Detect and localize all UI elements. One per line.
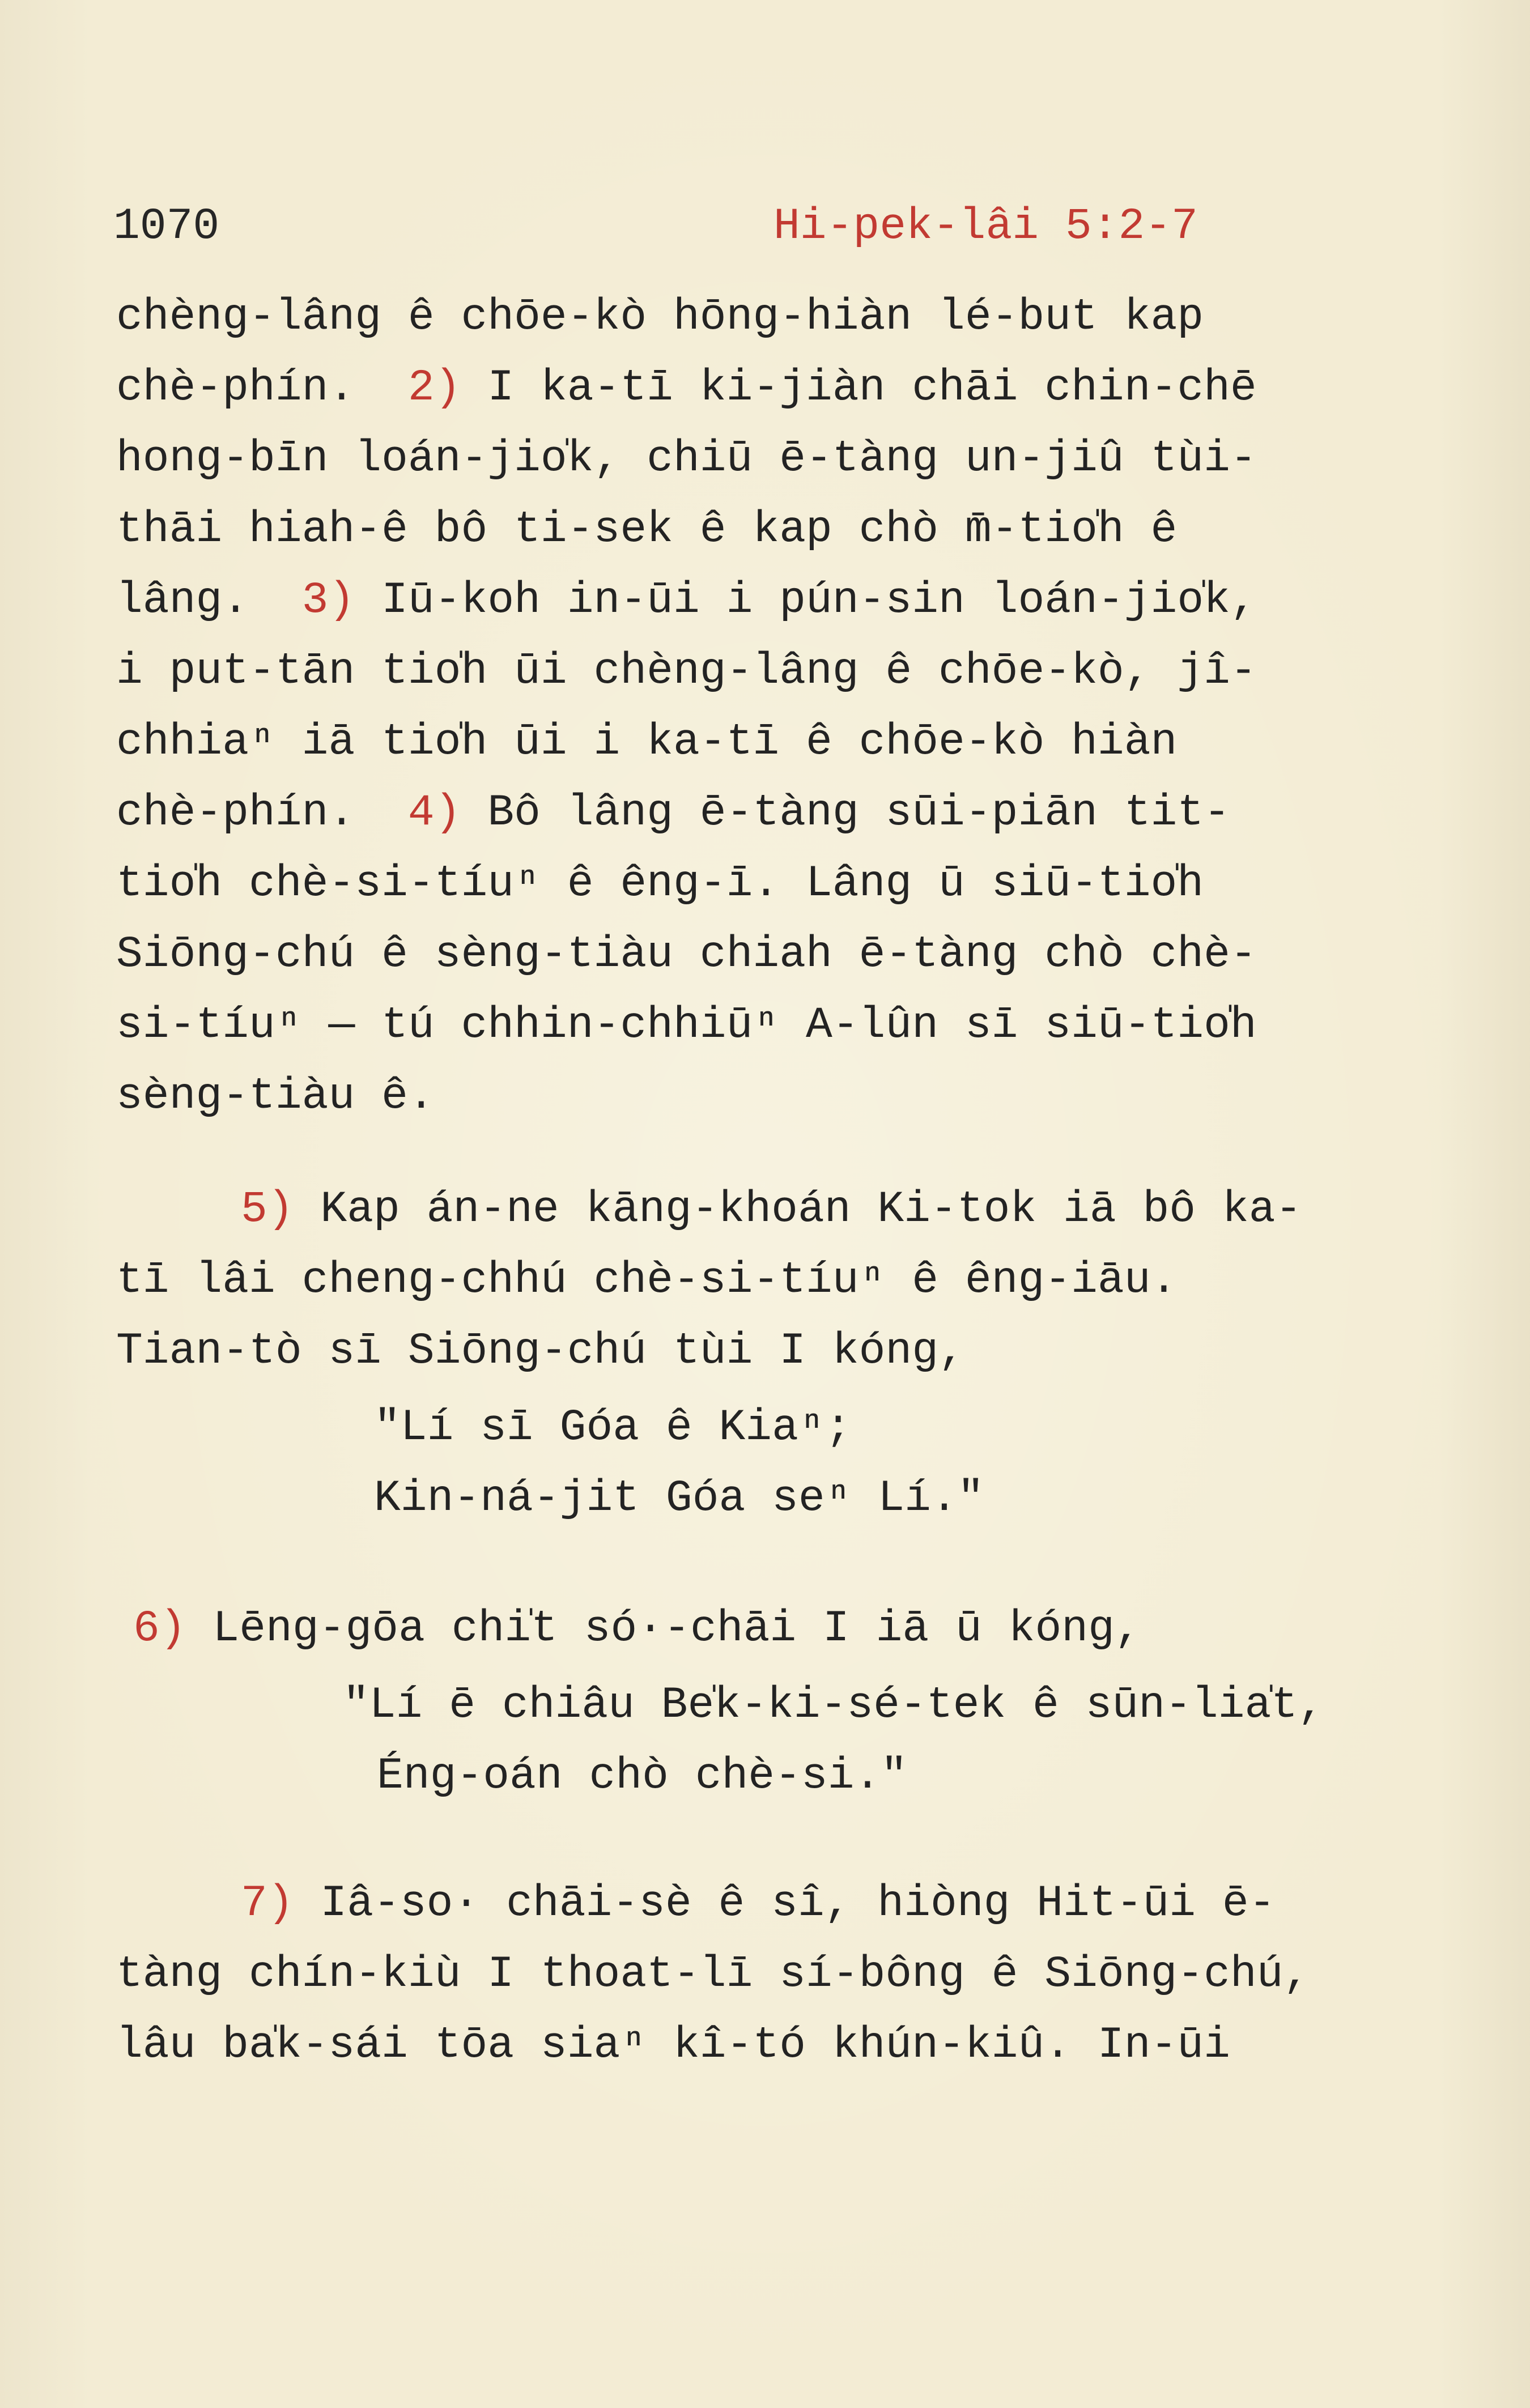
text-segment: chèng-lâng ê chōe-kò hōng-hiàn lé-but kap (116, 292, 1204, 342)
text-segment: i put-tān tio̍h ūi chèng-lâng ê chōe-kò, jî- (116, 646, 1257, 696)
verse-number: 4) (407, 788, 461, 838)
text-line (116, 921, 1257, 989)
text-line (116, 779, 1230, 847)
text-line (116, 2011, 1230, 2079)
text-segment: Lēng-gōa chi̍t só·-chāi I iā ū kóng, (186, 1604, 1141, 1654)
text-line (374, 1394, 852, 1462)
verse-number: 6) (133, 1604, 186, 1654)
text-segment: tàng chín-kiù I thoat-lī sí-bông ê Siōng-chú, (116, 1950, 1310, 1999)
text-segment: si-tíuⁿ — tú chhin-chhiūⁿ A-lûn sī siū-tio̍h (116, 1001, 1257, 1050)
text-segment: Iâ-so· chāi-sè ê sî, hiòng Hit-ūi ē- (294, 1879, 1276, 1929)
text-line (116, 850, 1204, 918)
text-segment: Tian-tò sī Siōng-chú tùi I kóng, (116, 1326, 965, 1376)
text-segment: chè-phín. (116, 788, 408, 838)
text-line (116, 1062, 435, 1130)
text-line (241, 1176, 1302, 1244)
text-segment: lâu ba̍k-sái tōa siaⁿ kî-tó khún-kiû. In-ūi (116, 2020, 1230, 2070)
text-line (116, 283, 1204, 351)
text-segment: lâng. (116, 576, 302, 626)
text-line (241, 1870, 1276, 1938)
text-segment: "Lí ē chiâu Be̍k-ki-sé-tek ê sūn-lia̍t, (343, 1681, 1324, 1730)
page-number: 1070 (113, 202, 220, 252)
text-line (116, 1317, 965, 1385)
text-segment: I ka-tī ki-jiàn chāi chin-chē (461, 363, 1257, 413)
verse-number: 2) (407, 363, 461, 413)
text-segment: Bô lâng ē-tàng sūi-piān tit- (461, 788, 1230, 838)
text-segment: Siōng-chú ê sèng-tiàu chiah ē-tàng chò chè- (116, 930, 1257, 980)
running-head: Hi-pek-lâi 5:2-7 (774, 202, 1198, 252)
verse-number: 3) (301, 576, 355, 626)
text-line (116, 708, 1177, 776)
text-line (116, 992, 1257, 1060)
text-segment: tī lâi cheng-chhú chè-si-tíuⁿ ê êng-iāu. (116, 1256, 1178, 1305)
text-line (116, 567, 1257, 635)
text-line (116, 1246, 1177, 1314)
text-line (116, 354, 1257, 422)
text-segment: Kin-ná-jit Góa seⁿ Lí." (374, 1474, 984, 1524)
text-line (116, 1941, 1310, 2009)
text-line (343, 1671, 1324, 1739)
text-line (116, 496, 1177, 564)
text-segment: "Lí sī Góa ê Kiaⁿ; (374, 1403, 852, 1453)
text-line (377, 1742, 907, 1810)
page-header (113, 198, 1247, 255)
text-line (133, 1595, 1141, 1663)
text-segment: Éng-oán chò chè-si." (377, 1751, 908, 1801)
text-segment: chhiaⁿ iā tio̍h ūi i ka-tī ê chōe-kò hiàn (116, 717, 1178, 767)
text-segment: Kap án-ne kāng-khoán Ki-tok iā bô ka- (294, 1185, 1302, 1235)
text-segment: thāi hiah-ê bô ti-sek ê kap chò m̄-tio̍h ê (116, 505, 1178, 555)
text-line (116, 637, 1257, 705)
text-segment: chè-phín. (116, 363, 408, 413)
text-segment: sèng-tiàu ê. (116, 1071, 435, 1121)
text-segment: Iū-koh in-ūi i pún-sin loán-jio̍k, (355, 576, 1257, 626)
verse-number: 5) (241, 1185, 294, 1235)
text-line (374, 1465, 984, 1533)
verse-number: 7) (241, 1879, 294, 1929)
text-segment: hong-bīn loán-jio̍k, chiū ē-tàng un-jiû tùi- (116, 434, 1257, 484)
text-segment: tio̍h chè-si-tíuⁿ ê êng-ī. Lâng ū siū-tio̍h (116, 859, 1204, 909)
text-line (116, 425, 1257, 493)
